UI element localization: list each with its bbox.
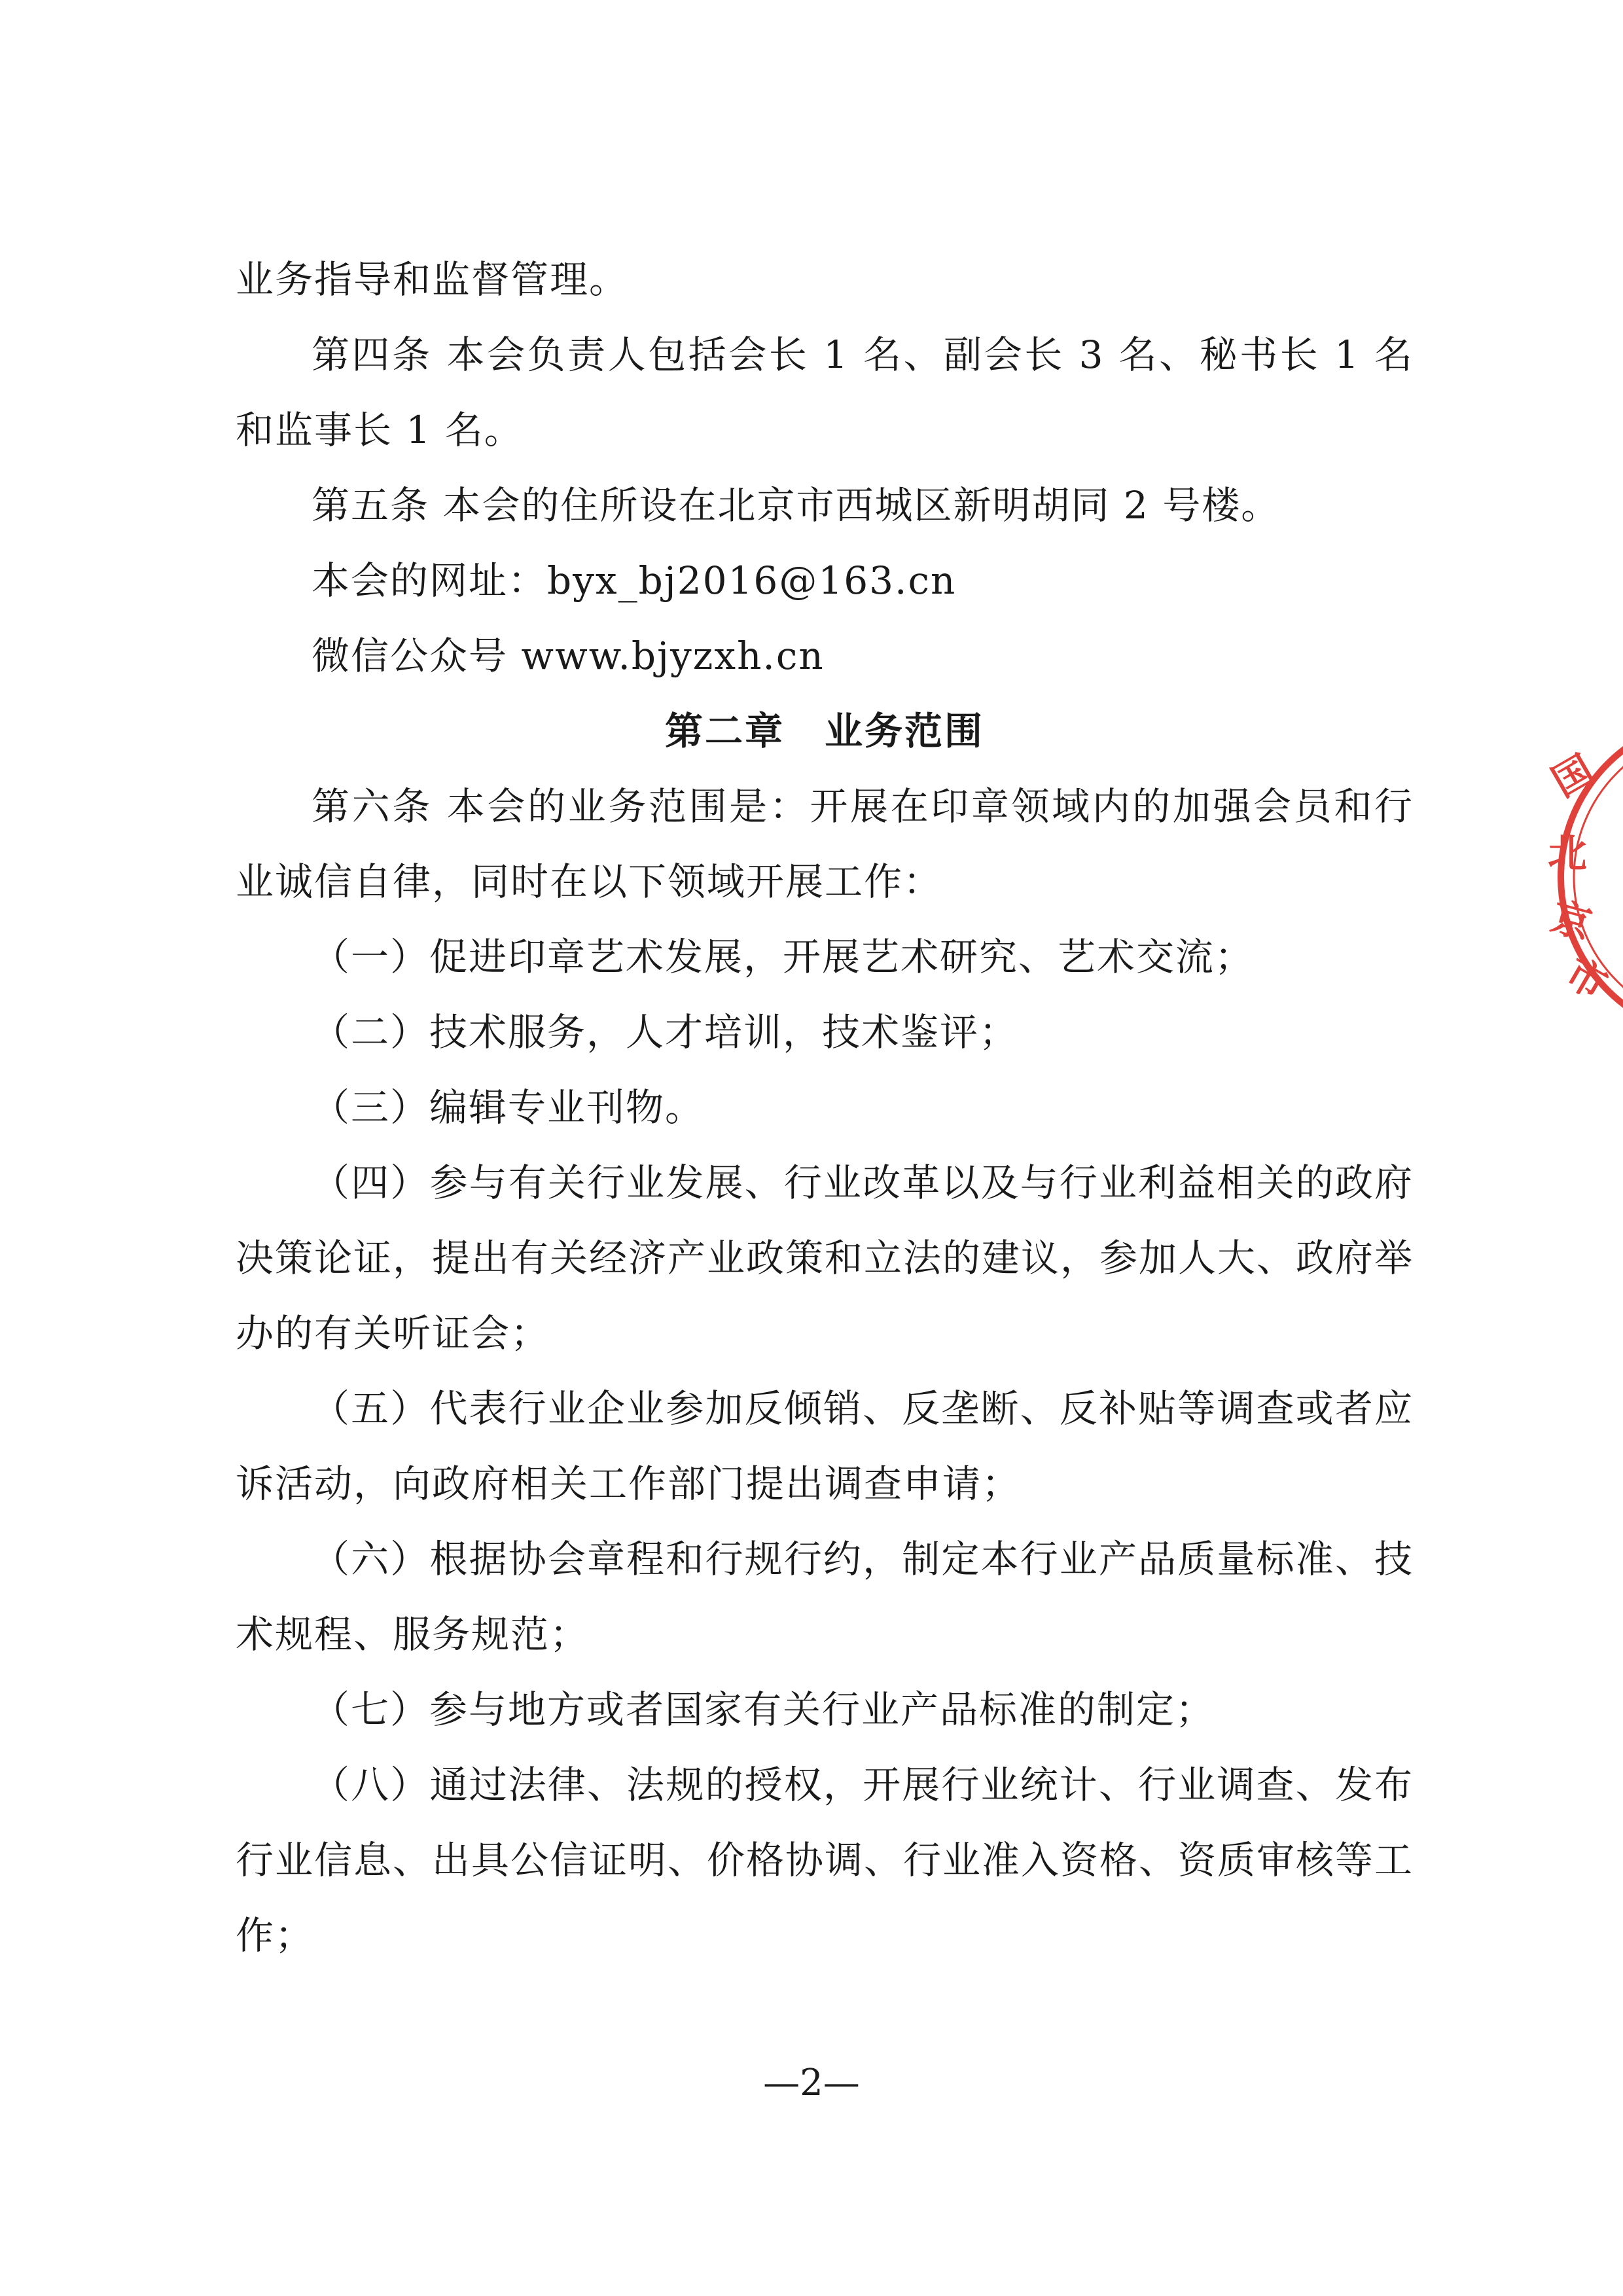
paragraph: 业务指导和监督管理。 xyxy=(236,257,629,302)
chapter-title: 第二章 业务范围 xyxy=(664,709,984,753)
list-item: （四）参与有关行业发展、行业改革以及与行业利益相关的政府决策论证，提出有关经济产业政策和立法的建议，参加人大、政府举办的有关听证会； xyxy=(236,1160,1414,1355)
document-body xyxy=(236,242,1414,1973)
svg-text:北: 北 xyxy=(1548,831,1587,877)
paragraph-wechat: 微信公众号 www.bjyzxh.cn xyxy=(312,634,825,678)
page-number: —2— xyxy=(763,2062,860,2104)
svg-text:国: 国 xyxy=(1544,747,1602,806)
paragraph-article-4: 第四条 本会负责人包括会长 1 名、副会长 3 名、秘书长 1 名和监事长 1 名。 xyxy=(236,332,1414,452)
list-item: （一）促进印章艺术发展，开展艺术研究、艺术交流； xyxy=(312,935,1255,979)
paragraph-website: 本会的网址：byx_bj2016@163.cn xyxy=(312,558,957,603)
list-item: （五）代表行业企业参加反倾销、反垄断、反补贴等调查或者应诉活动，向政府相关工作部门提出调查申请； xyxy=(236,1386,1414,1506)
list-item: （八）通过法律、法规的授权，开展行业统计、行业调查、发布行业信息、出具公信证明、价格协调、行业准入资格、资质审核等工作； xyxy=(236,1763,1414,1958)
svg-text:市: 市 xyxy=(1558,950,1615,1009)
paragraph-article-5: 第五条 本会的住所设在北京市西城区新明胡同 2 号楼。 xyxy=(312,483,1281,528)
red-seal-stamp xyxy=(1544,707,1623,1047)
list-item: （三）编辑专业刊物。 xyxy=(312,1085,705,1130)
list-item: （七）参与地方或者国家有关行业产品标准的制定； xyxy=(312,1687,1215,1732)
list-item: （二）技术服务，人才培训，技术鉴评； xyxy=(312,1010,1019,1054)
paragraph-article-6: 第六条 本会的业务范围是：开展在印章领域内的加强会员和行业诚信自律，同时在以下领域开展工作： xyxy=(236,784,1414,904)
list-item: （六）根据协会章程和行规行约，制定本行业产品质量标准、技术规程、服务规范； xyxy=(236,1537,1414,1657)
svg-text:京: 京 xyxy=(1546,894,1596,949)
